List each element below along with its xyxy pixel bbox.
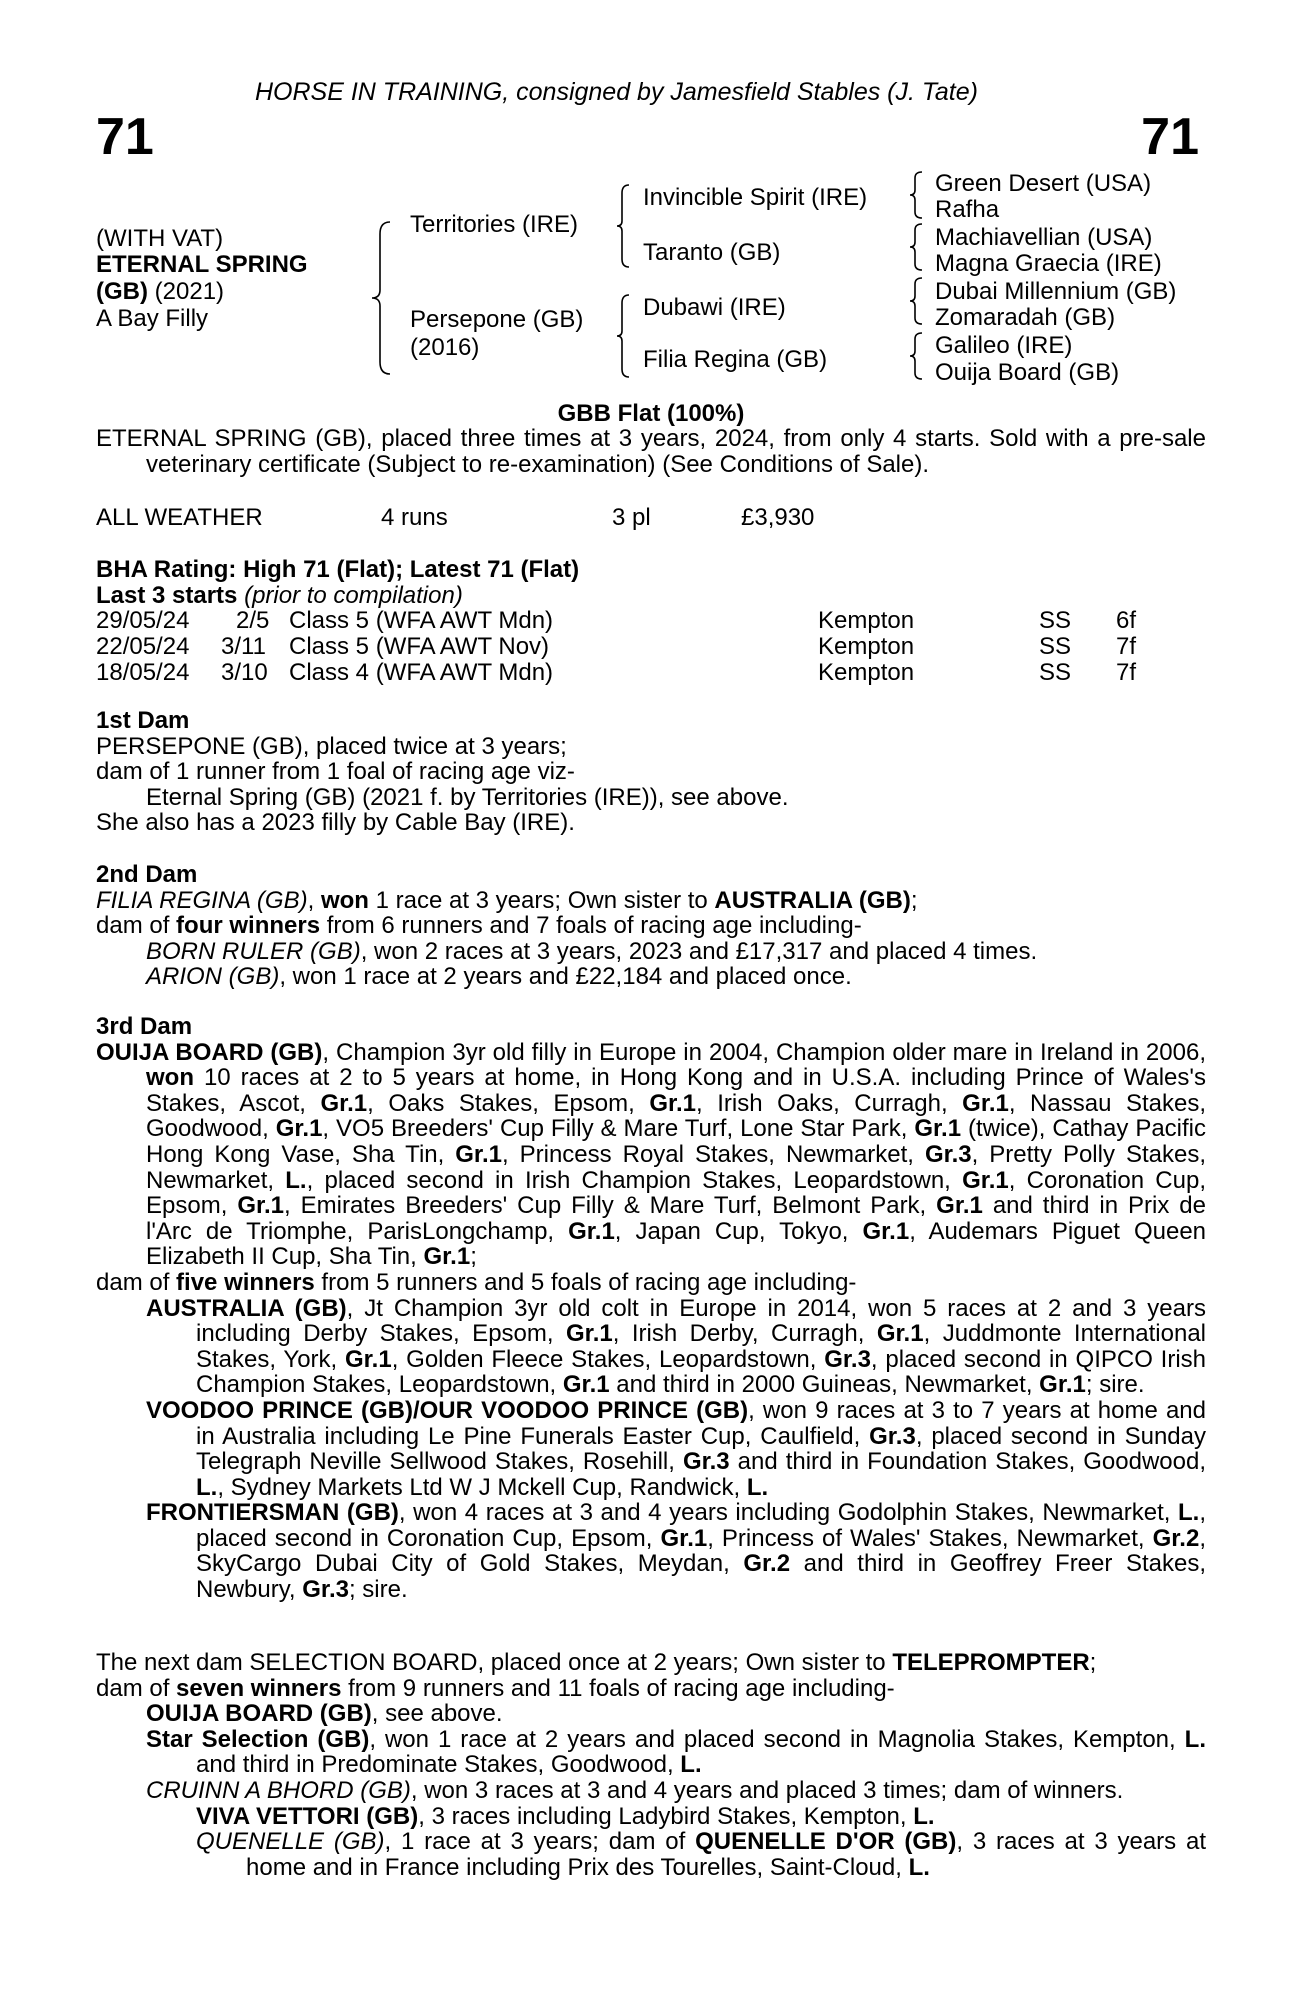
horse-name: ETERNAL SPRING [96, 251, 308, 278]
first-dam-line: dam of 1 runner from 1 foal of racing age viz- [96, 758, 575, 786]
table-row [96, 634, 1206, 660]
last-starts-title: Last 3 starts (prior to compilation) [96, 582, 463, 609]
table-row [96, 660, 1206, 686]
aw-placed: 3 pl [612, 504, 651, 531]
pedigree-brace-ss [908, 170, 924, 220]
start-position: 2/5 [236, 607, 270, 634]
pedigree-dam-year: (2016) [410, 334, 480, 361]
first-dam-section [96, 708, 1206, 836]
table-row [96, 608, 1206, 634]
pedigree-sds: Machiavellian (USA) [935, 224, 1153, 251]
vat-label: (WITH VAT) [96, 225, 224, 252]
pedigree-dss: Dubai Millennium (GB) [935, 278, 1177, 305]
all-weather-record [96, 505, 1206, 531]
bha-rating: BHA Rating: High 71 (Flat); Latest 71 (Flat) [96, 556, 580, 583]
start-course: Kempton [818, 607, 915, 634]
second-dam-section [96, 862, 1206, 990]
start-race: Class 5 (WFA AWT Mdn) [289, 607, 554, 634]
pedigree-sire-sire: Invincible Spirit (IRE) [643, 184, 868, 211]
gbb-rating: GBB Flat (100%) [557, 400, 745, 427]
second-dam-line: FILIA REGINA (GB), won 1 race at 3 years; Own sister to AUSTRALIA (GB); [96, 886, 918, 914]
next-dam-produce: CRUINN A BHORD (GB), won 3 races at 3 and 4 years and placed 3 times; dam of winners. [146, 1776, 1124, 1804]
pedigree-sss: Green Desert (USA) [935, 170, 1152, 197]
pedigree-sire-dam: Taranto (GB) [643, 239, 781, 266]
next-dam-produce: OUIJA BOARD (GB), see above. [146, 1700, 503, 1728]
start-distance: 7f [1116, 659, 1137, 686]
next-dam-section [96, 1650, 1206, 1880]
aw-runs: 4 runs [381, 504, 448, 531]
start-date: 18/05/24 [96, 659, 190, 686]
start-going: SS [1039, 659, 1072, 686]
next-dam-grandproduce: VIVA VETTORI (GB), 3 races including Ladybird Stakes, Kempton, L. [196, 1802, 935, 1830]
pedigree-brace-sd [908, 222, 924, 272]
start-date: 22/05/24 [96, 633, 190, 660]
pedigree-dsd: Zomaradah (GB) [935, 304, 1116, 331]
third-dam-section [96, 1014, 1206, 1603]
first-dam-line: PERSEPONE (GB), placed twice at 3 years; [96, 732, 567, 760]
next-dam-line: The next dam SELECTION BOARD, placed once at 2 years; Own sister to TELEPROMPTER; [96, 1649, 1097, 1676]
first-dam-produce: Eternal Spring (GB) (2021 f. by Territories (IRE)), see above. [146, 783, 789, 811]
start-going: SS [1039, 607, 1072, 634]
pedigree-dds: Galileo (IRE) [935, 332, 1073, 359]
aw-earnings: £3,930 [741, 504, 815, 531]
pedigree-brace-ds [908, 276, 924, 326]
first-dam-line: She also has a 2023 filly by Cable Bay (IRE). [96, 809, 575, 837]
lot-number-left: 71 [96, 108, 154, 166]
ouija-board-record: OUIJA BOARD (GB), Champion 3yr old filly in Europe in 2004, Champion older mare in Ireland in 2006, won 10 races at 2 to 5 years at home, in Hong Kong and in U.S.A. including Prince of Wales's Stakes, Ascot, Gr.1, Oaks Stakes, Epsom, Gr.1, Irish Oaks, Curragh, Gr.1, Nassau Stakes, Goodwood, Gr.1, VO5 Breeders' Cup Filly & Mare Turf, Lone Star Park, Gr.1 (twice), Cathay Pacific Hong Kong Vase, Sha Tin, Gr.1, Princess Royal Stakes, Newmarket, Gr.3, Pretty Polly Stakes, Newmarket, L., placed second in Irish Champion Stakes, Leopardstown, Gr.1, Coronation Cup, Epsom, Gr.1, Emirates Breeders' Cup Filly & Mare Turf, Belmont Park, Gr.1 and third in Prix de l'Arc de Triomphe, ParisLongchamp, Gr.1, Japan Cup, Tokyo, Gr.1, Audemars Piguet Queen Elizabeth II Cup, Sha Tin, Gr.1; [96, 1038, 1207, 1271]
next-dam-produce-intro: dam of seven winners from 9 runners and 11 foals of racing age including- [96, 1674, 895, 1702]
catalogue-header: HORSE IN TRAINING, consigned by Jamesfield Stables (J. Tate) [255, 78, 978, 106]
lot-number-right: 71 [1141, 108, 1199, 166]
second-dam-produce: ARION (GB), won 1 race at 2 years and £22,184 and placed once. [146, 963, 852, 991]
third-dam-heading: 3rd Dam [96, 1013, 193, 1040]
pedigree-sire: Territories (IRE) [410, 211, 579, 238]
pedigree-brace-sire [615, 183, 631, 269]
voodoo-prince-record: VOODOO PRINCE (GB)/OUR VOODOO PRINCE (GB), won 9 races at 3 to 7 years at home and in Australia including Le Pine Funerals Easter Cup, Caulfield, Gr.3, placed second in Sunday Telegraph Neville Sellwood Stakes, Rosehill, Gr.3 and third in Foundation Stakes, Goodwood, L., Sydney Markets Ltd W J Mckell Cup, Randwick, L. [146, 1396, 1206, 1501]
horse-origin-year: (GB) (2021) [96, 278, 225, 305]
pedigree-dam-sire: Dubawi (IRE) [643, 294, 786, 321]
pedigree-ssd: Rafha [935, 196, 1000, 223]
aw-label: ALL WEATHER [96, 504, 263, 531]
pedigree-brace-main [370, 220, 392, 376]
start-race: Class 5 (WFA AWT Nov) [289, 633, 550, 660]
third-dam-produce-intro: dam of five winners from 5 runners and 5 foals of racing age including- [96, 1268, 857, 1296]
second-dam-line: dam of four winners from 6 runners and 7 foals of racing age including- [96, 912, 862, 940]
start-going: SS [1039, 633, 1072, 660]
pedigree-dam-dam: Filia Regina (GB) [643, 346, 828, 373]
next-dam-grandproduce: QUENELLE (GB), 1 race at 3 years; dam of QUENELLE D'OR (GB), 3 races at 3 years at home and in France including Prix des Tourelles, Saint-Cloud, L. [196, 1828, 1206, 1881]
start-distance: 7f [1116, 633, 1137, 660]
frontiersman-record: FRONTIERSMAN (GB), won 4 races at 3 and 4 years including Godolphin Stakes, Newmarket, L., placed second in Coronation Cup, Epsom, Gr.1, Princess of Wales' Stakes, Newmarket, Gr.2, SkyCargo Dubai City of Gold Stakes, Meydan, Gr.2 and third in Geoffrey Freer Stakes, Newbury, Gr.3; sire. [146, 1499, 1207, 1604]
start-course: Kempton [818, 633, 915, 660]
last-starts-table [96, 608, 1206, 686]
start-position: 3/11 [221, 633, 266, 660]
start-position: 3/10 [221, 659, 268, 686]
australia-record: AUSTRALIA (GB), Jt Champion 3yr old colt in Europe in 2014, won 5 races at 2 and 3 years including Derby Stakes, Epsom, Gr.1, Irish Derby, Curragh, Gr.1, Juddmonte International Stakes, York, Gr.1, Golden Fleece Stakes, Leopardstown, Gr.3, placed second in QIPCO Irish Champion Stakes, Leopardstown, Gr.1 and third in 2000 Guineas, Newmarket, Gr.1; sire. [146, 1294, 1207, 1399]
second-dam-heading: 2nd Dam [96, 861, 198, 888]
first-dam-heading: 1st Dam [96, 707, 190, 734]
next-dam-produce: Star Selection (GB), won 1 race at 2 years and placed second in Magnolia Stakes, Kempton, L. and third in Predominate Stakes, Goodwood, L. [146, 1725, 1206, 1779]
start-distance: 6f [1116, 607, 1137, 634]
pedigree-dam: Persepone (GB) [410, 306, 584, 333]
start-race: Class 4 (WFA AWT Mdn) [289, 659, 554, 686]
pedigree-sdd: Magna Graecia (IRE) [935, 250, 1162, 277]
start-date: 29/05/24 [96, 607, 190, 634]
horse-summary: ETERNAL SPRING (GB), placed three times at 3 years, 2024, from only 4 starts. Sold with a pre-sale veterinary certificate (Subject to re-examination) (See Conditions of Sale). [96, 425, 1206, 478]
second-dam-produce: BORN RULER (GB), won 2 races at 3 years, 2023 and £17,317 and placed 4 times. [146, 937, 1038, 965]
pedigree-ddd: Ouija Board (GB) [935, 359, 1120, 386]
pedigree-brace-dam [615, 293, 631, 379]
pedigree-brace-dd [908, 331, 924, 381]
horse-description: A Bay Filly [96, 305, 209, 332]
start-course: Kempton [818, 659, 915, 686]
